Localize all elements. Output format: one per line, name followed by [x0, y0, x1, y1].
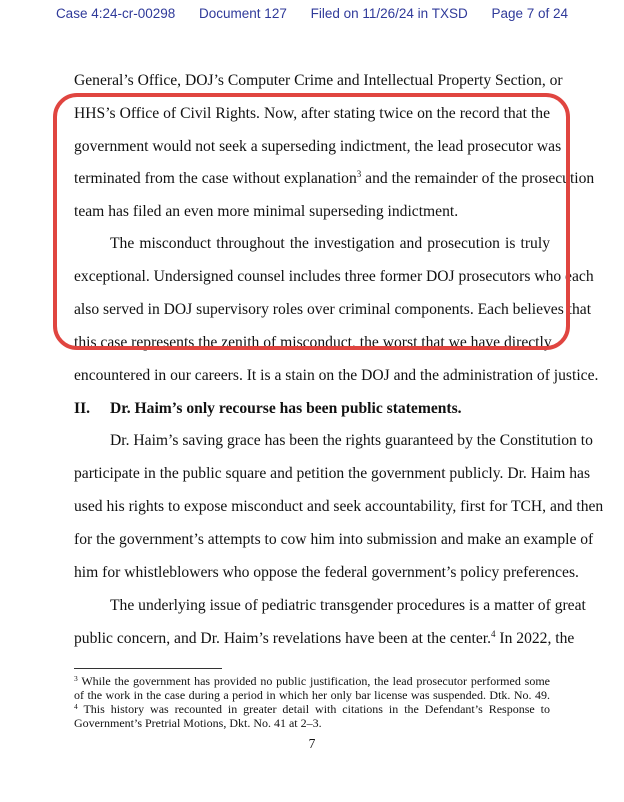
footnote-4-line-1 [74, 703, 550, 716]
footnote-ref-4[interactable]: 4 [490, 629, 496, 639]
section-number: II. [74, 400, 91, 417]
ecf-header [0, 6, 624, 21]
page-number: 7 [308, 736, 316, 751]
para2-line-2: exceptional. Undersigned counsel includes three former DOJ prosecutors who each [74, 268, 594, 285]
para2-line-5: encountered in our careers. It is a stain on the DOJ and the administration of justice. [74, 367, 599, 384]
para3-line-4: for the government’s attempts to cow him into submission and make an example of [74, 531, 594, 548]
footnote-4-line-2: Government’s Pretrial Motions, Dkt. No. 41 at 2–3. [74, 716, 322, 730]
text: This history was recounted in greater detail with citations in the Defendant’s Response to [77, 702, 550, 716]
para3-line-1: Dr. Haim’s saving grace has been the rights guaranteed by the Constitution to [110, 432, 593, 449]
footnote-ref-3[interactable]: 3 [356, 169, 362, 179]
text: terminated from the case without explanation [74, 170, 357, 187]
filed-date: Filed on 11/26/24 in TXSD [310, 6, 468, 21]
footnote-3-line-1 [74, 675, 550, 688]
text: public concern, and Dr. Haim’s revelations have been at the center. [74, 630, 491, 647]
body-line-3: government would not seek a superseding indictment, the lead prosecutor was [74, 138, 562, 155]
document-number: Document 127 [199, 6, 287, 21]
footnote-3-line-2: of the work in the case during a period in which her only bar license was suspended. Dtk. No. 49. [74, 688, 550, 702]
footnote-4-marker: 4 [74, 702, 78, 711]
body-line-2: HHS’s Office of Civil Rights. Now, after stating twice on the record that the [74, 105, 550, 122]
para4-line-2 [74, 629, 575, 648]
case-number: Case 4:24-cr-00298 [55, 6, 176, 21]
body-line-4 [74, 169, 595, 188]
body-line-5: team has filed an even more minimal superseding indictment. [74, 203, 459, 220]
text: While the government has provided no public justification, the lead prosecutor performed some [77, 674, 550, 688]
footnote-3-marker: 3 [74, 674, 78, 683]
para4-line-1: The underlying issue of pediatric transgender procedures is a matter of great [110, 597, 586, 614]
text: and the remainder of the prosecution [361, 170, 595, 187]
para3-line-5: him for whistleblowers who oppose the federal government’s policy preferences. [74, 564, 579, 581]
page-of-pages: Page 7 of 24 [491, 6, 569, 21]
body-line-1: General’s Office, DOJ’s Computer Crime and Intellectual Property Section, or [74, 72, 563, 89]
footnote-divider [74, 668, 222, 669]
para3-line-3: used his rights to expose misconduct and seek accountability, first for TCH, and then [74, 498, 604, 515]
section-title: Dr. Haim’s only recourse has been public statements. [110, 400, 462, 417]
para3-line-2: participate in the public square and petition the government publicly. Dr. Haim has [74, 465, 591, 482]
section-heading [74, 400, 550, 418]
para2-line-3: also served in DOJ supervisory roles over criminal components. Each believes that [74, 301, 592, 318]
para2-line-1: The misconduct throughout the investigation and prosecution is truly [110, 235, 550, 252]
text: In 2022, the [495, 630, 575, 647]
para2-line-4: this case represents the zenith of misconduct, the worst that we have directly [74, 334, 552, 351]
